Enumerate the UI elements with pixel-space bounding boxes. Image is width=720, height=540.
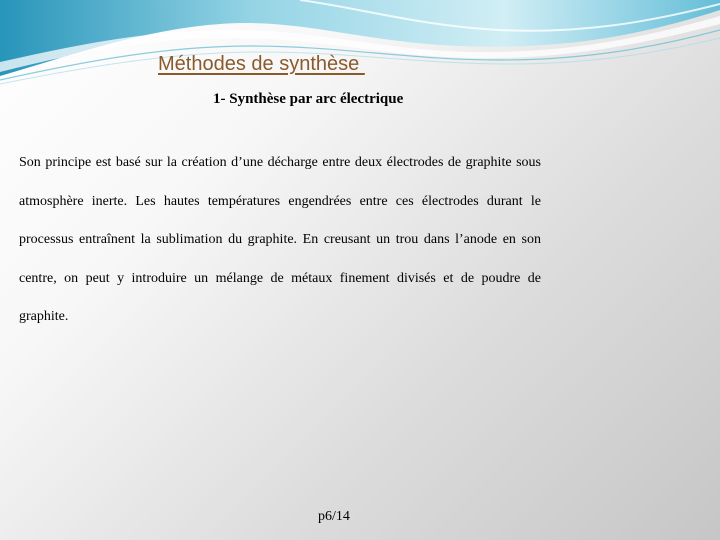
slide-title: Méthodes de synthèse (158, 53, 365, 75)
page-number: p6/14 (318, 509, 350, 524)
decorative-wave-header (0, 0, 720, 90)
section-subtitle: 1- Synthèse par arc électrique (213, 91, 404, 107)
body-paragraph: Son principe est basé sur la création d’une décharge entre deux électrodes de graphite sous atmosphère inerte. Les hautes températures engendrées entre ces électrodes durant le processus entraînent la sublimation du graphite. En creusant un trou dans l’anode en son centre, on peut y introduire un mélange de métaux finement divisés et de poudre de graphite. (19, 155, 541, 324)
